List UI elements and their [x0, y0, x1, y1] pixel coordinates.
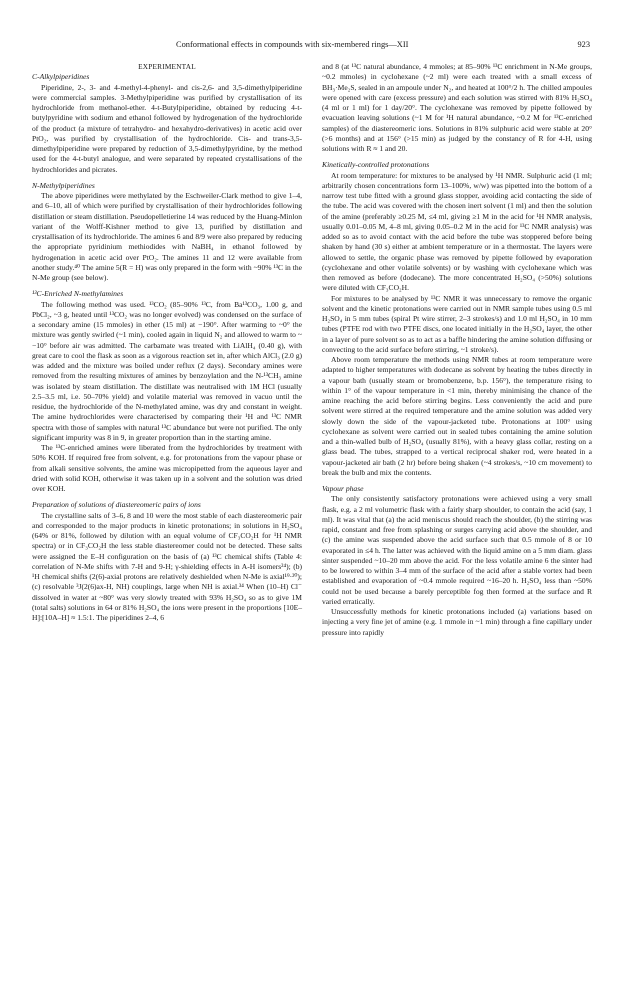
enriched-paragraph-1: The following method was used. ¹³CO₂ (85–90% ¹³C, from Ba¹³CO₃, 1.00 g, and PbCl₂, ~3 g, heated until ¹³CO₂ was no longer evolved) was condensed on the surface of a secondary amine (15 mmoles) in ether (15 ml) at −190°. After warming to ~0° the mixture was gently swirled (~1 min), cooled again in liquid N₂ and allowed to warm to ~ −10° before air was admitted. The carbamate was treated with LiAlH₄ (0.40 g), with great care to cool the flask as soon as a vigorous reaction set in, after which AlCl₃ (2.0 g) was added and the mixture was boiled under reflux (2 days). Secondary amines were removed from the resulting mixtures of amines by benzoylation and the N-¹³CH₃ amine was isolated by steam distillation. The distillate was neutralised with 1M HCl (usually 2.5–3.5 ml, i.e. 50–70% yield) and volatile material was removed in vacuo until the residue, the hydrochloride of the N-methylated amine, was dry and constant in weight. The amine hydrochlorides were characterised by comparing their ¹H and ¹³C NMR spectra with those of samples with natural ¹³C abundance but were not purified. The only significant impurity was 8 in 9, in greater proportion than in the starting amine.: [32, 299, 302, 442]
page-number: 923: [577, 40, 590, 49]
enriched-paragraph-2: The ¹³C-enriched amines were liberated from the hydrochlorides by treatment with 50% KOH. If required free from solvent, e.g. for protonations from the vapour phase or from alkali sensitive solvents, the amine was micropipetted from the aqueous layer and dried with solid KOH, otherwise it was taken up in a solvent and the solution was dried over KOH.: [32, 443, 302, 493]
right-column: [322, 62, 592, 638]
solutions-heading: Preparation of solutions of diastereomeric pairs of ions: [32, 500, 201, 510]
running-title: Conformational effects in compounds with six-membered rings—XII: [176, 40, 409, 49]
vapour-heading: Vapour phase: [322, 484, 364, 493]
methylpiperidines-paragraph: The above piperidines were methylated by the Eschweiler-Clark method to give 1–4, and 6–10, all of which were purified by crystallisation of their hydrochlorides following distillation or steam distillation. Pseudopelletierine 14 was reduced by the Huang-Minlon variant of the Wolff-Kishner method to give 13, purified by distillation and crystallisation of its hydrochloride. The amines 6 and 8/9 were also prepared by reducing the appropriate pyridinium methiodides with NaBH₄ in ethanol followed by hydrogenation in acetic acid over PtO₂. The amines 11 and 12 were available from another study.⁴⁰ The amine 5(R = H) was only prepared in the form with ~90% ¹³C in the N-Me group (see below).: [32, 191, 302, 282]
vapour-paragraph-1: The only consistently satisfactory protonations were achieved using a very small flask, e.g. a 2 ml volumetric flask with a fairly sharp shoulder, to contain the acid (say, 1 ml). It was vital that (a) the acid meniscus should reach the shoulder, (b) the stirring was rapid, constant and free from splashing or surges carrying acid above the shoulder, and (c) the amine was suspended above the acid surface such that 0.5 mmole of 8 or 10 evaporated in ≤4 h. The latter was achieved with the liquid amine on a 5 mm diam. glass sinter suspended ~10–20 mm above the acid. For the less volatile amine 6 the sinter had to be lowered to within 3–4 mm of the surface of the acid after a stable vortex had been established and evaporation of ~0.4 mmole required ~16–20 h. H₂SO₄ less than ~50% could not be used because a barely perceptible fog then formed at the surface and R varied erratically.: [322, 494, 592, 606]
kinetic-paragraph-2: For mixtures to be analysed by ¹³C NMR it was unnecessary to remove the organic solvent and the kinetic protonations were carried out in NMR sample tubes using 0.5 ml H₂SO₄ in 5 mm tubes (spiral Pt wire stirrer, 2–3 strokes/s) and 1.0 ml H₂SO₄ in 10 mm tubes (PTFE rod with two PTFE discs, one located initially in the H₂SO₄ layer, the other in a layer of pure solvent so as to act as a baffle hindering the amine solution diffusing or convecting to the acid surface before stirring, ~1 stroke/s).: [322, 293, 592, 354]
methylpiperidines-heading: N-Methylpiperidines: [32, 180, 95, 190]
continued-paragraph: and 8 (at ¹³C natural abundance, 4 mmoles; at 85–90% ¹³C enrichment in N-Me groups, ~0.2 mmoles) in cyclohexane (~2 ml) were each treated with a small excess of BH₃·Me₂S, sealed in an ampoule under N₂, and heated at 100°/2 h. The chilled ampoules were opened with care (excess pressure) and each solution was stirred with 81% H₂SO₄ (4 ml or 1 ml) for 1 day/20°. The cyclohexane was removed by pipette followed by evacuation leaving solutions (~1 M for ¹H natural abundance, ~0.2 M for ¹³C-enriched samples) of the diastereomeric ions. Solutions in 81% sulphuric acid were stable at 20° (>6 months) and at 156° (>15 min) as judged by the constancy of R for 4-H, using solutions with R ≈ 1 and 20.: [322, 62, 592, 153]
kinetic-heading: Kinetically-controlled protonations: [322, 160, 430, 170]
alkylpiperidines-paragraph: Piperidine, 2-, 3- and 4-methyl-4-phenyl- and cis-2,6- and 3,5-dimethylpiperidine were commercial samples. 3-Methylpiperidine was purified by crystallisation of its hydrochloride from methanol-ether. 4-t-Butylpiperidine, obtained by reducing 4-t-butylpyridine with sodium and ethanol followed by hydrogenation of the hydrochloride of the product (a mixture of tetrahydro- and hexahydro-derivatives) in acetic acid over PtO₂, was purified by crystallisation of the hydrochloride. Cis- and trans-3,5-dimethylpiperidine were prepared by reduction of 3,5-dimethylpyridine, by the method used for the 4-t-butyl analogue, and were separated by repeated crystallisations of the hydrochlorides and picrates.: [32, 82, 302, 174]
vapour-paragraph-2: Unsuccessfully methods for kinetic protonations included (a) variations based on injecting a very fine jet of amine (e.g. 1 mmole in ~1 min) through a fine capillary under pressure into rapidly: [322, 607, 592, 637]
kinetic-paragraph-1: At room temperature: for mixtures to be analysed by ¹H NMR. Sulphuric acid (1 ml; arbitrarily chosen concentrations form 13–100%, w/w) was pipetted into the bottom of a narrow test tube fitted with a ground glass stopper, avoiding acid contacting the side of the tube. The acid was covered with the chosen inert solvent (1 ml) and then the solution of the amine (preferably ≥0.25 M, ≤4 ml, giving ≥1 M in the acid for ¹H NMR analysis, usually 0.01–0.05 M, 4–8 ml, giving 0.05–0.2 M in the acid for ¹³C NMR analysis) was added so as to avoid contact with the acid before the tube was stoppered before being shaken by hand (30 s) either at ambient temperature or in a thermostat. The layers were allowed to settle, the organic phase was removed by pipette followed by evaporation (cyclohexane and other volatile solvents) or by washing with cyclohexane which was then removed as before (dodecane). The more concentrated H₂SO₄ (>50%) solutions were diluted with CF₃CO₂H.: [322, 170, 592, 293]
kinetic-paragraph-3: Above room temperature the methods using NMR tubes at room temperature were adapted to higher temperatures with dodecane as solvent by heating the tubes directly in a vapour bath (usually steam or bromobenzene, b.p. 156°), the temperature rising to within 1° of the vapour temperature in <1 min, thereby minimising the chance of the amine reaching the acid before stirring begins. Less conveniently the acid and pure solvent were stirred at the required temperature and the amine solution was added very slowly down the side of the vapour-jacketed tube. Protonations at 100° using cyclohexane as solvent were carried out in sealed tubes containing the amine solution and a thin-walled bulb of H₂SO₄ (usually 81%), with a heavy glass collar, resting on a glass bead. The tubes, strapped to a vertical reciprocal shaker rod, were heated in a vapour-jacketed air bath (2 hr) before being shaken (~4 strokes/s, ~10 cm movement) to break the bulb and mix the contents.: [322, 355, 592, 477]
experimental-heading: EXPERIMENTAL: [138, 62, 196, 71]
left-column: [32, 62, 302, 623]
alkylpiperidines-heading: C-Alkylpiperidines: [32, 72, 90, 82]
enriched-heading: ¹³C-Enriched N-methylamines: [32, 289, 124, 299]
solutions-paragraph: The crystalline salts of 3–6, 8 and 10 were the most stable of each diastereomeric pair and corresponded to the major products in kinetic protonations; in solutions in H₂SO₄ (64% or 81%, followed by dilution with an equal volume of CF₃CO₂H for ¹H NMR spectra) or in CF₃CO₂H the less stable diastereomer could not be detected. These salts were assigned the E–H configuration on the basis of (a) ¹³C chemical shifts (Table 4: correlation of N-Me shifts with 7-H and 9-H; γ-shielding effects in A-H isomers²⁴); (b) ¹H chemical shifts (2(6)-axial protons are relatively deshielded when N-Me is axial¹⁹·²⁰); (c) resolvable ³J(2(6)ax-H, NH) couplings, large when NH is axial.³⁴ When (10–H) Cl⁻ dissolved in water at ~80° was very slowly treated with 93% H₂SO₄ so as to give 1M (total salts) solutions in 64 or 81% H₂SO₄ the ions were present in the proportions [10E–H]:[10A–H] ≈ 1.5:1. The piperidines 2–4, 6: [32, 510, 302, 622]
